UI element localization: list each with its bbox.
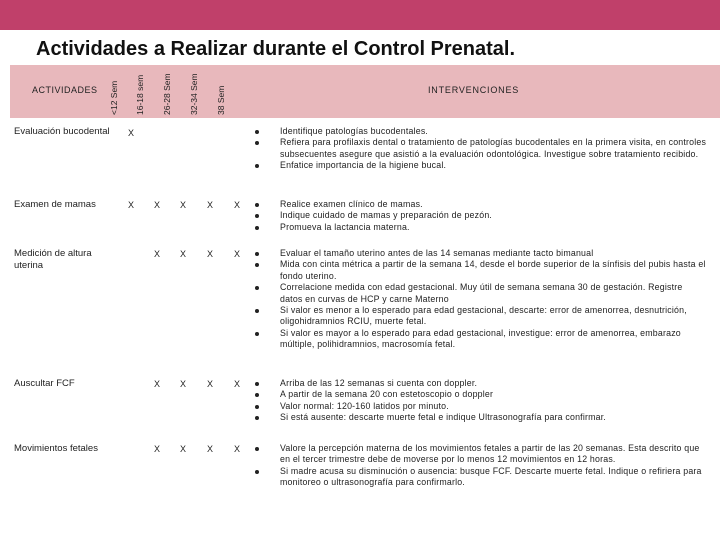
interventions-header: INTERVENCIONES (428, 85, 520, 95)
intervention-list (252, 126, 707, 172)
list-item: Si madre acusa su disminución o ausencia: busque FCF. Descarte muerte fetal. Indique o refiriera para monitoreo o ultrasonografía para confirmarlo. (252, 466, 707, 489)
intervention-list (252, 248, 707, 351)
week-mark: X (234, 379, 241, 389)
list-item: Refiera para profilaxis dental o tratamiento de patologías bucodentales en la primera visita, en controles subsecuentes asegure que asistió a la evaluación odontológica. Investigue sobre tratamiento recibido. (252, 137, 707, 160)
week-mark: X (234, 249, 241, 259)
week-mark: X (154, 379, 161, 389)
week-header: <12 Sem (109, 80, 119, 115)
intervention-list (252, 443, 707, 489)
page-title: Actividades a Realizar durante el Control Prenatal. (36, 38, 516, 60)
list-item: Realice examen clínico de mamas. (252, 199, 707, 210)
week-mark: X (207, 444, 214, 454)
list-item: Correlacione medida con edad gestacional. Muy útil de semana semana 30 de gestación. Registre datos en curvas de HCP y carne Materno (252, 282, 707, 305)
activities-header: ACTIVIDADES (32, 85, 98, 95)
week-mark: X (180, 379, 187, 389)
activity-label: Medición de altura uterina (14, 248, 92, 271)
week-mark: X (128, 128, 135, 138)
list-item: Identifique patologías bucodentales. (252, 126, 707, 137)
activity-label: Movimientos fetales (14, 443, 98, 454)
week-mark: X (154, 200, 161, 210)
list-item: Valore la percepción materna de los movimientos fetales a partir de las 20 semanas. Esta descrito que en el tercer trimestre debe de moverse por lo menos 12 movimientos en 12 horas. (252, 443, 707, 466)
week-header: 16-18 sem (135, 74, 145, 115)
activity-label: Auscultar FCF (14, 378, 75, 389)
week-header: 38 Sem (216, 85, 226, 115)
list-item: Si valor es menor a lo esperado para edad gestacional, descarte: error de amenorrea, desnutrición, oligohidramnios RCIU, muerte fetal. (252, 305, 707, 328)
week-mark: X (180, 200, 187, 210)
activity-label: Examen de mamas (14, 199, 96, 210)
top-banner (0, 0, 720, 30)
week-mark: X (207, 249, 214, 259)
list-item: Mida con cinta métrica a partir de la semana 14, desde el borde superior de la sínfisis del pubis hasta el fondo uterino. (252, 259, 707, 282)
list-item: Si valor es mayor a lo esperado para edad gestacional, investigue: error de amenorrea, embarazo múltiple, polihidramnios, macrosomía fetal. (252, 328, 707, 351)
list-item: Promueva la lactancia materna. (252, 222, 707, 233)
list-item: Valor normal: 120-160 latidos por minuto. (252, 401, 707, 412)
week-header: 26-28 Sem (162, 73, 172, 115)
list-item: A partir de la semana 20 con estetoscopio o doppler (252, 389, 707, 400)
week-mark: X (180, 249, 187, 259)
activity-label: Evaluación bucodental (14, 126, 110, 137)
list-item: Enfatice importancia de la higiene bucal. (252, 160, 707, 171)
week-mark: X (207, 379, 214, 389)
week-mark: X (180, 444, 187, 454)
list-item: Evaluar el tamaño uterino antes de las 14 semanas mediante tacto bimanual (252, 248, 707, 259)
list-item: Arriba de las 12 semanas si cuenta con doppler. (252, 378, 707, 389)
week-mark: X (207, 200, 214, 210)
list-item: Indique cuidado de mamas y preparación de pezón. (252, 210, 707, 221)
week-header: 32-34 Sem (189, 73, 199, 115)
intervention-list (252, 199, 707, 233)
week-mark: X (154, 444, 161, 454)
week-mark: X (234, 444, 241, 454)
week-mark: X (234, 200, 241, 210)
week-mark: X (154, 249, 161, 259)
list-item: Si está ausente: descarte muerte fetal e indique Ultrasonografía para confirmar. (252, 412, 707, 423)
table-header (10, 65, 720, 118)
intervention-list (252, 378, 707, 424)
week-mark: X (128, 200, 135, 210)
